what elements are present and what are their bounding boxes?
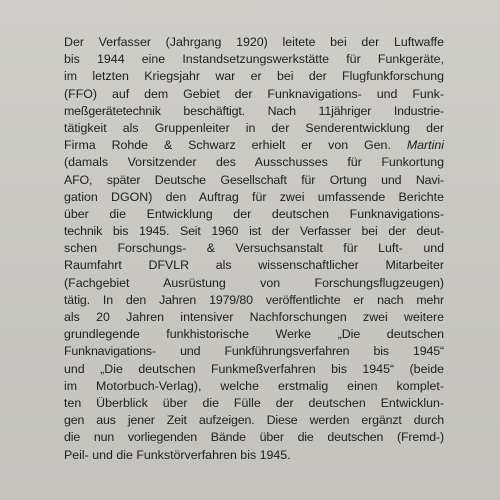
text-line: meßgerätetechnik beschäftigt. Nach 11jähriger Industrie- [64,103,444,118]
text-line: (FFO) auf dem Gebiet der Funknavigations- und Funk- [64,86,444,101]
text-line-part: Firma Rohde & Schwarz erhielt er von Gen. [64,138,391,153]
text-line-with-italic [64,137,444,154]
text-line: technik bis 1945. Seit 1960 ist der Verfasser bei der deut- [64,224,444,239]
text-line: tätig. In den Jahren 1979/80 veröffentlichte er nach mehr [64,292,444,307]
text-line: über die Entwicklung der deutschen Funknavigations- [64,206,444,221]
text-line: im Motorbuch-Verlag), welche erstmalig einen komplet- [64,378,444,393]
text-line: Funknavigations- und Funkführungsverfahren bis 1945“ [64,344,444,359]
text-line: und „Die deutschen Funkmeßverfahren bis 1945“ (beide [64,361,444,376]
text-line: schen Forschungs- & Versuchsanstalt für Luft- und [64,241,444,256]
text-line: (damals Vorsitzender des Ausschusses für Funkortung [64,155,444,170]
text-line: im letzten Kriegsjahr war er bei der Flugfunkforschung [64,69,444,84]
text-line: Raumfahrt DFVLR als wissenschaftlicher Mitarbeiter [64,258,444,273]
text-line: Der Verfasser (Jahrgang 1920) leitete bei der Luftwaffe [64,35,444,49]
text-line: gen aus jener Zeit aufzeigen. Diese werden ergänzt durch [64,413,444,428]
author-biography-paragraph [64,34,444,464]
text-line: ten Überblick über die Fülle der deutschen Entwicklun- [64,395,444,410]
text-line: AFO, später Deutsche Gesellschaft für Ortung und Navi- [64,172,444,187]
text-line: die nun vorliegenden Bände über die deutschen (Fremd-) [64,430,444,445]
text-line: Peil- und die Funkstörverfahren bis 1945. [64,447,291,462]
text-line: gation DGON) den Auftrag für zwei umfassende Berichte [64,189,444,204]
text-line: (Fachgebiet Ausrüstung von Forschungsflugzeugen) [64,275,444,290]
text-line: als 20 Jahren intensiver Nachforschungen zwei weitere [64,310,444,324]
text-line: grundlegende funkhistorische Werke „Die deutschen [64,327,444,342]
text-line: tätigkeit als Gruppenleiter in der Senderentwicklung der [64,120,444,135]
italic-name: Martini [406,138,444,153]
text-line: bis 1944 eine Instandsetzungswerkstätte für Funkgeräte, [64,52,444,67]
